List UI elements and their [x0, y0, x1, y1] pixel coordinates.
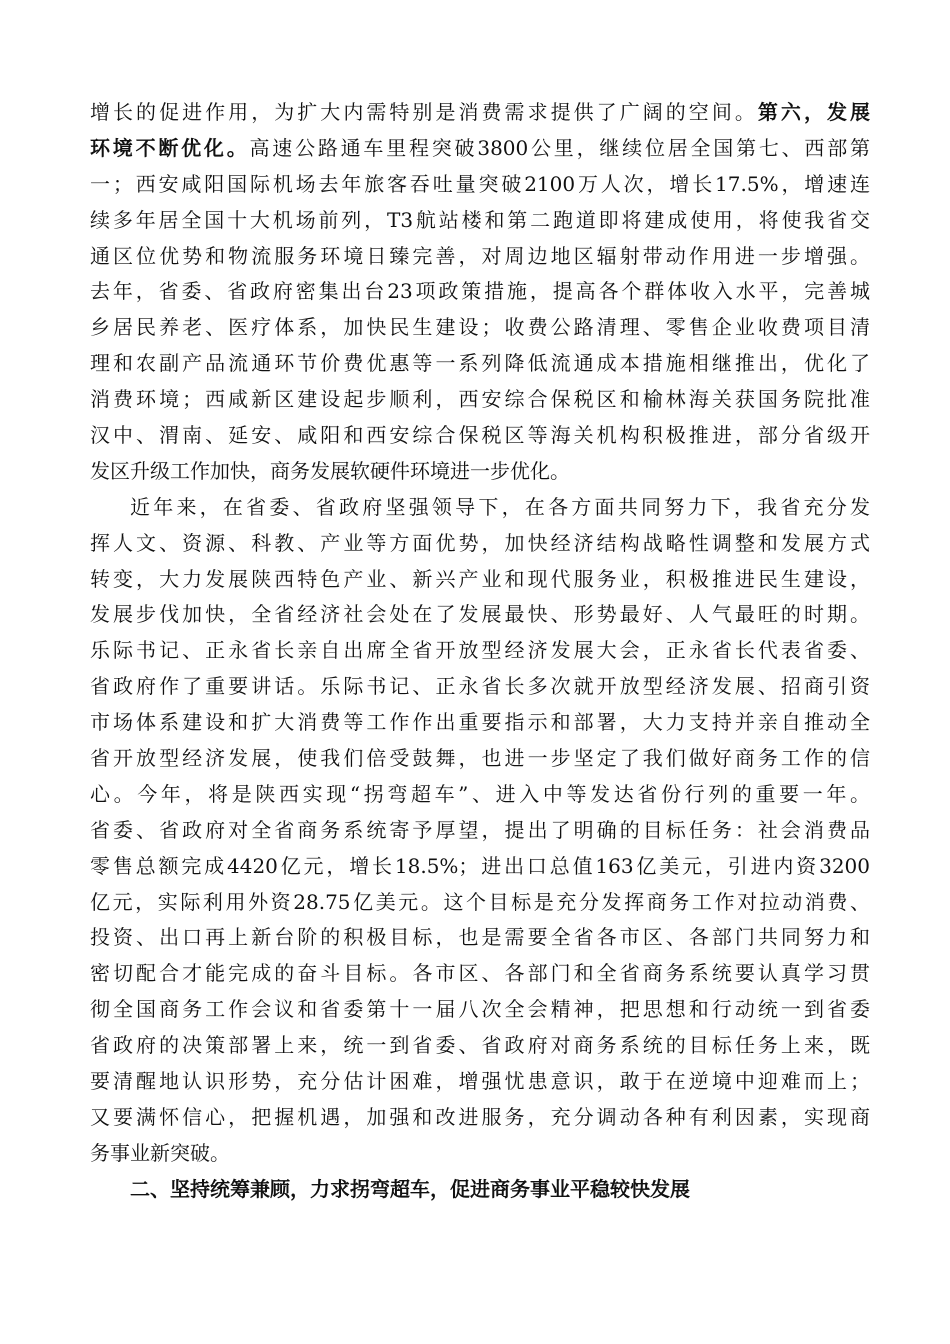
text-line: 省政府作了重要讲话。乐际书记、正永省长多次就开放型经济发展、招商引资	[90, 674, 870, 699]
text-line: 心。今年，将是陕西实现“拐弯超车”、进入中等发达省份行列的重要一年。	[90, 781, 870, 806]
text-line: 发区升级工作加快，商务发展软硬件环境进一步优化。	[90, 458, 570, 483]
body-text	[90, 95, 870, 1208]
text-line: 彻全国商务工作会议和省委第十一届八次全会精神，把思想和行动统一到省委	[90, 997, 870, 1022]
bold-phrase: 第六，发展	[757, 100, 870, 124]
section-heading: 二、坚持统筹兼顾，力求拐弯超车，促进商务事业平稳较快发展	[130, 1176, 690, 1201]
paragraph-first-line: 近年来，在省委、省政府坚强领导下，在各方面共同努力下，我省充分发	[130, 494, 870, 519]
text-line: 要清醒地认识形势，充分估计困难，增强忧患意识，敢于在逆境中迎难而上；	[90, 1069, 870, 1094]
bold-phrase: 环境不断优化。	[90, 135, 250, 160]
text-line: 增长的促进作用，为扩大内需特别是消费需求提供了广阔的空间。第六，发展	[90, 100, 870, 124]
text-line: 挥人文、资源、科教、产业等方面优势，加快经济结构战略性调整和发展方式	[90, 530, 870, 555]
text-line: 消费环境；西咸新区建设起步顺利，西安综合保税区和榆林海关获国务院批准	[90, 387, 870, 412]
text-line: 零售总额完成4420亿元，增长18.5%；进出口总值163亿美元，引进内资3200	[90, 853, 870, 878]
text-line: 省委、省政府对全省商务系统寄予厚望，提出了明确的目标任务：社会消费品	[90, 817, 870, 842]
text-line: 投资、出口再上新台阶的积极目标，也是需要全省各市区、各部门共同努力和	[90, 925, 870, 950]
text-line: 乐际书记、正永省长亲自出席全省开放型经济发展大会，正永省长代表省委、	[90, 638, 870, 663]
text-line: 环境不断优化。高速公路通车里程突破3800公里，继续位居全国第七、西部第	[90, 135, 870, 160]
text-line: 省政府的决策部署上来，统一到省委、省政府对商务系统的目标任务上来，既	[90, 1033, 870, 1058]
text-line: 乡居民养老、医疗体系，加快民生建设；收费公路清理、零售企业收费项目清	[90, 315, 870, 340]
text-line: 一；西安咸阳国际机场去年旅客吞吐量突破2100万人次，增长17.5%，增速连	[90, 171, 870, 196]
text-line: 亿元，实际利用外资28.75亿美元。这个目标是充分发挥商务工作对拉动消费、	[90, 889, 870, 914]
text-line: 市场体系建设和扩大消费等工作作出重要指示和部署，大力支持并亲自推动全	[90, 710, 870, 735]
text-line: 务事业新突破。	[90, 1140, 230, 1165]
text-line: 发展步伐加快，全省经济社会处在了发展最快、形势最好、人气最旺的时期。	[90, 602, 870, 627]
text-line: 续多年居全国十大机场前列，T3航站楼和第二跑道即将建成使用，将使我省交	[90, 207, 870, 232]
text-line: 去年，省委、省政府密集出台23项政策措施，提高各个群体收入水平，完善城	[90, 279, 870, 304]
text-line: 通区位优势和物流服务环境日臻完善，对周边地区辐射带动作用进一步增强。	[90, 243, 870, 268]
text-line: 又要满怀信心，把握机遇，加强和改进服务，充分调动各种有利因素，实现商	[90, 1104, 870, 1129]
text-line: 理和农副产品流通环节价费优惠等一系列降低流通成本措施相继推出，优化了	[90, 351, 870, 376]
text-line: 密切配合才能完成的奋斗目标。各市区、各部门和全省商务系统要认真学习贯	[90, 961, 870, 986]
text-line: 省开放型经济发展，使我们倍受鼓舞，也进一步坚定了我们做好商务工作的信	[90, 746, 870, 771]
text-line: 转变，大力发展陕西特色产业、新兴产业和现代服务业，积极推进民生建设，	[90, 566, 870, 591]
text-line: 汉中、渭南、延安、咸阳和西安综合保税区等海关机构积极推进，部分省级开	[90, 423, 870, 448]
